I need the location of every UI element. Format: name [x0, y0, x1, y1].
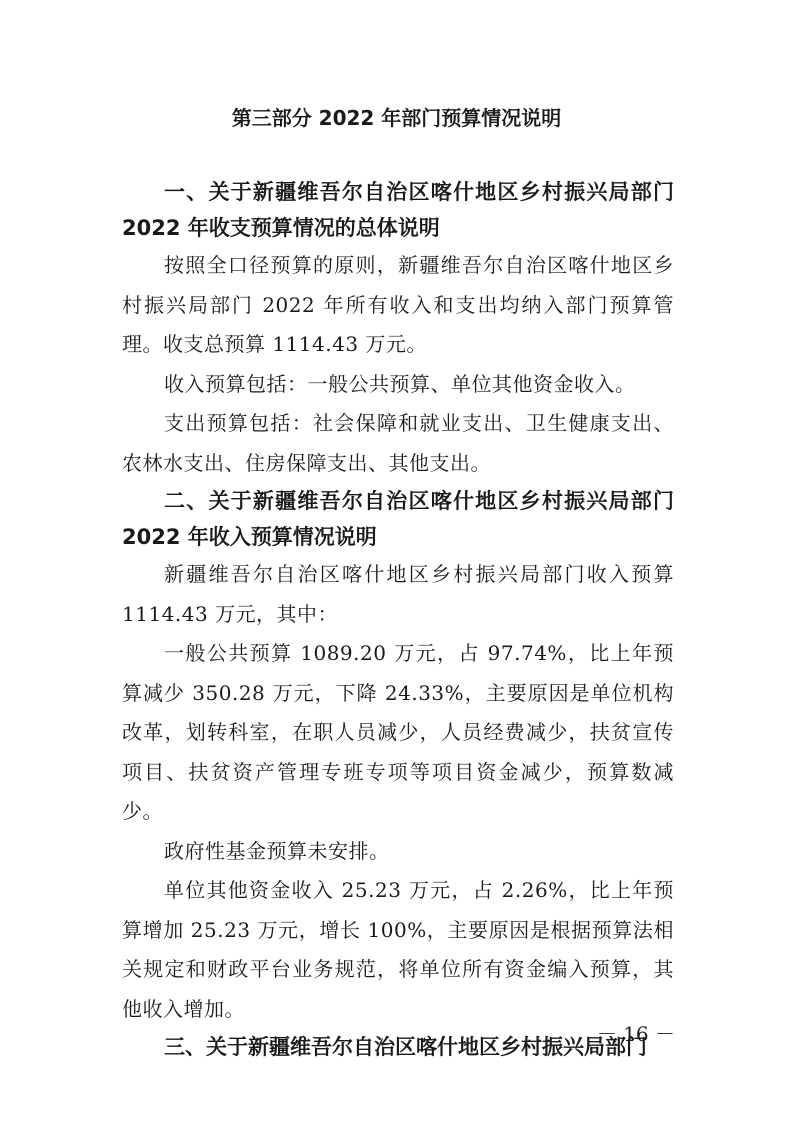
section-3-heading: 三、关于新疆维吾尔自治区喀什地区乡村振兴局部门: [164, 1035, 647, 1059]
page-number: － 16 －: [596, 1022, 675, 1046]
section-2-paragraph-1: 新疆维吾尔自治区喀什地区乡村振兴局部门收入预算 1114.43 万元，其中：: [122, 562, 674, 626]
document-body: [122, 174, 674, 1065]
section-2-paragraph-3: 政府性基金预算未安排。: [164, 838, 390, 863]
section-1-paragraph-1: 按照全口径预算的原则，新疆维吾尔自治区喀什地区乡村振兴局部门 2022 年所有收入和支出均纳入部门预算管理。收支总预算 1114.43 万元。: [122, 253, 674, 356]
page-title: 第三部分 2022 年部门预算情况说明: [231, 106, 562, 130]
section-2-paragraph-4: 单位其他资金收入 25.23 万元，占 2.26%，比上年预算增加 25.23 万元，增长 100%，主要原因是根据预算法相关规定和财政平台业务规范，将单位所有资金编入预算，其他收入增加。: [122, 878, 674, 1021]
section-2-paragraph-2: 一般公共预算 1089.20 万元，占 97.74%，比上年预算减少 350.28 万元，下降 24.33%，主要原因是单位机构改革，划转科室，在职人员减少，人员经费减少，扶贫宣传项目、扶贫资产管理专班专项等项目资金减少，预算数减少。: [122, 641, 674, 823]
section-1-paragraph-2: 收入预算包括：一般公共预算、单位其他资金收入。: [164, 371, 636, 396]
section-2-heading: 二、关于新疆维吾尔自治区喀什地区乡村振兴局部门 2022 年收入预算情况说明: [122, 489, 674, 549]
section-1-heading: 一、关于新疆维吾尔自治区喀什地区乡村振兴局部门 2022 年收支预算情况的总体说明: [122, 180, 674, 240]
section-1-paragraph-3: 支出预算包括：社会保障和就业支出、卫生健康支出、农林水支出、住房保障支出、其他支出。: [122, 411, 674, 475]
